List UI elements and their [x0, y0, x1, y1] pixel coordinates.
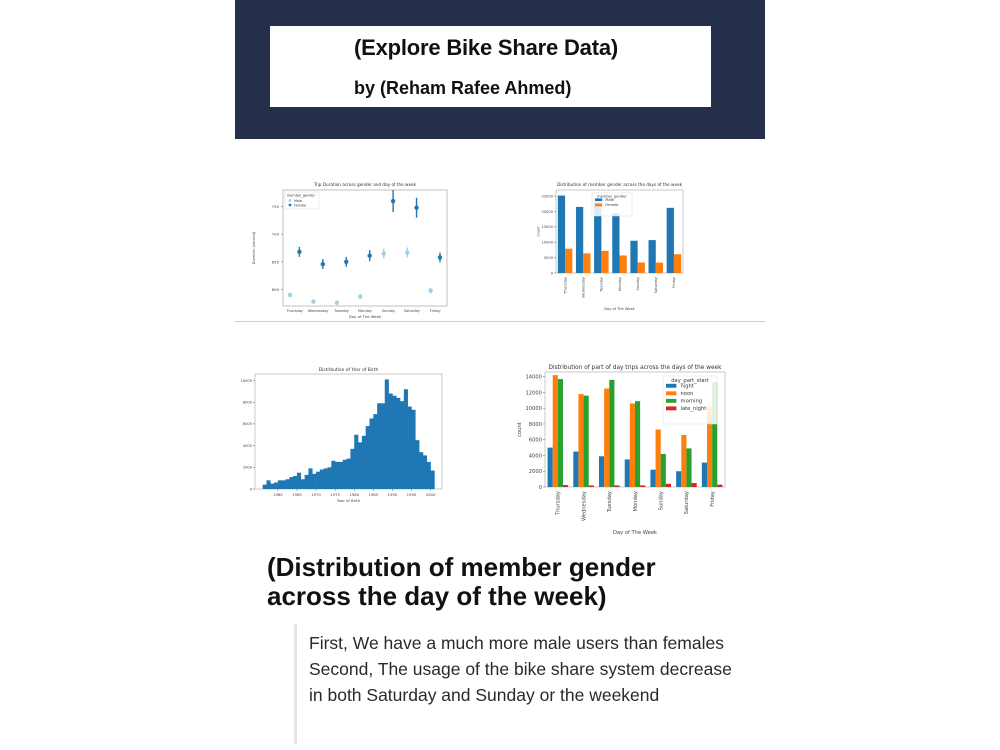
svg-text:member_gender: member_gender — [597, 194, 627, 199]
svg-text:Monday: Monday — [617, 277, 622, 292]
insight-text: First, We have a much more male users than females Second, The usage of the bike share system decrease in both Saturday and Sunday or the weekend — [309, 633, 732, 705]
svg-text:day_part_start: day_part_start — [671, 378, 709, 384]
svg-text:2000: 2000 — [528, 469, 542, 476]
svg-text:1965: 1965 — [292, 492, 302, 497]
svg-text:count: count — [536, 226, 541, 237]
svg-text:700: 700 — [271, 231, 279, 237]
svg-text:Distribution of member gender: Distribution of member gender across the days of the week — [556, 182, 683, 187]
svg-text:600: 600 — [271, 286, 279, 292]
svg-text:Thursday: Thursday — [286, 309, 304, 313]
svg-text:650: 650 — [271, 259, 279, 265]
page-title: (Explore Bike Share Data) — [354, 35, 618, 60]
svg-text:5000: 5000 — [543, 255, 553, 260]
svg-text:Saturday: Saturday — [403, 309, 420, 313]
svg-text:Sunday: Sunday — [658, 491, 665, 511]
svg-text:10000: 10000 — [541, 240, 553, 245]
svg-text:Day of The Week: Day of The Week — [604, 307, 635, 311]
svg-text:Friday: Friday — [709, 491, 716, 507]
svg-text:12000: 12000 — [525, 390, 542, 397]
svg-text:Friday: Friday — [429, 309, 441, 313]
svg-text:0: 0 — [550, 271, 553, 276]
svg-text:14000: 14000 — [525, 374, 542, 381]
svg-text:1990: 1990 — [387, 492, 398, 497]
svg-text:Day of The Week: Day of The Week — [348, 314, 382, 319]
svg-text:Tuesday: Tuesday — [599, 277, 604, 292]
section-divider-left — [235, 321, 460, 322]
svg-text:noon: noon — [680, 390, 694, 397]
svg-text:Friday: Friday — [672, 277, 677, 288]
svg-text:8000: 8000 — [528, 421, 542, 428]
svg-text:member_gender: member_gender — [287, 193, 316, 198]
svg-text:morning: morning — [680, 398, 703, 405]
svg-text:Saturday: Saturday — [654, 277, 659, 294]
svg-text:1980: 1980 — [349, 492, 360, 497]
svg-text:6000: 6000 — [528, 437, 542, 444]
svg-text:Tuesday: Tuesday — [334, 309, 349, 313]
svg-text:late_night: late_night — [680, 406, 707, 413]
svg-text:Distribution of part of day tr: Distribution of part of day trips across the days of the week — [548, 365, 722, 371]
svg-text:2000: 2000 — [425, 492, 436, 497]
svg-text:1975: 1975 — [330, 492, 340, 497]
svg-text:Year of Birth: Year of Birth — [336, 498, 361, 503]
svg-text:6000: 6000 — [242, 422, 252, 427]
svg-text:Female: Female — [294, 203, 307, 208]
year-of-birth-histogram — [230, 362, 452, 510]
svg-text:Wednesday: Wednesday — [307, 309, 329, 313]
svg-text:Wednesday: Wednesday — [581, 491, 588, 522]
svg-text:4000: 4000 — [528, 453, 542, 460]
svg-text:Tuesday: Tuesday — [607, 491, 614, 513]
svg-text:Thursday: Thursday — [563, 277, 568, 294]
svg-text:Duration (second): Duration (second) — [252, 231, 256, 265]
svg-text:1995: 1995 — [406, 492, 417, 497]
svg-text:Distribution of Year of Birth: Distribution of Year of Birth — [318, 368, 379, 373]
svg-text:1970: 1970 — [311, 492, 321, 497]
insight-blockquote — [294, 624, 734, 744]
svg-text:Male: Male — [294, 198, 303, 203]
svg-text:Sunday: Sunday — [635, 277, 640, 291]
svg-text:1960: 1960 — [273, 492, 283, 497]
svg-text:1985: 1985 — [368, 492, 379, 497]
svg-text:25000: 25000 — [541, 194, 553, 199]
svg-text:2000: 2000 — [242, 465, 252, 470]
svg-text:Thursday: Thursday — [555, 491, 562, 516]
part-of-day-barchart — [505, 362, 730, 537]
svg-text:0: 0 — [538, 484, 542, 491]
svg-text:Male: Male — [605, 197, 614, 202]
svg-text:8000: 8000 — [242, 400, 252, 405]
trip-duration-pointplot — [245, 178, 455, 320]
svg-text:Female: Female — [605, 203, 619, 208]
svg-text:4000: 4000 — [242, 443, 252, 448]
gender-by-day-barchart — [520, 178, 700, 313]
svg-text:750: 750 — [271, 204, 279, 210]
svg-text:10000: 10000 — [240, 378, 252, 383]
svg-text:Monday: Monday — [357, 309, 373, 313]
svg-text:night: night — [680, 383, 694, 390]
author-line: by (Reham Rafee Ahmed) — [354, 78, 572, 98]
svg-text:Saturday: Saturday — [684, 491, 691, 515]
svg-text:Monday: Monday — [632, 491, 639, 512]
section-divider-right — [457, 321, 765, 322]
svg-text:20000: 20000 — [541, 209, 553, 214]
svg-text:count: count — [517, 422, 524, 437]
svg-text:15000: 15000 — [541, 225, 553, 230]
svg-text:10000: 10000 — [525, 406, 542, 413]
section-heading: (Distribution of member gender across the day of the week) — [267, 552, 656, 611]
svg-text:Sunday: Sunday — [381, 309, 396, 313]
svg-text:Wednesday: Wednesday — [581, 277, 586, 298]
svg-text:Day of The Week: Day of The Week — [612, 530, 658, 536]
svg-text:0: 0 — [249, 487, 252, 492]
svg-text:Trip Duration across gender an: Trip Duration across gender and day of the week — [313, 182, 417, 187]
